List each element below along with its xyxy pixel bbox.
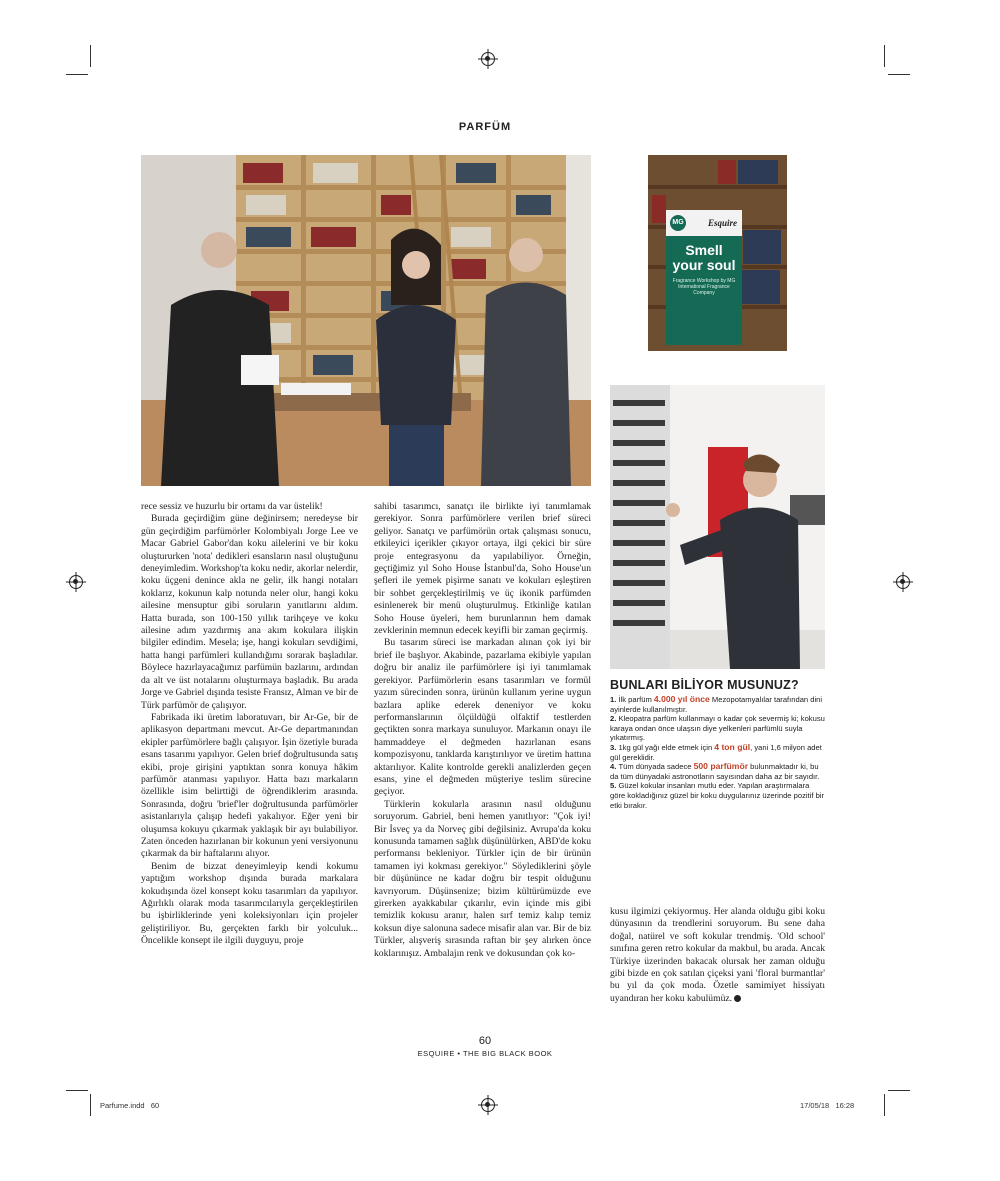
paragraph: rece sessiz ve huzurlu bir ortamı da var üstelik! (141, 501, 323, 512)
crop-mark (90, 1094, 91, 1116)
sidebar-item-text: Mezopotamyalılar tarafından dini ayinlerde kullanılmıştır. (610, 695, 823, 714)
paragraph: Fabrikada iki üretim laboratuvarı, bir Ar-Ge, bir de aplikasyon departmanı mevcut. Ar-Ge departmanından ekipler parfümörlere bağlı çalışıyor. İşin özetiyle burada esans tasarımı yapılıyor. Gelen brief doğrultusunda satış ekibi, proje girişini yaptıktan sonra konuya hâkim parfümör atanması yapılıyor. Hatta bazı markaların özellikle isim belirttiği de öğrendiklerim arasında. Sonrasında, doğru 'brief'ler doğrultusunda parfümörler asistanlarıyla çalışıp hedefi yakalıyor. Eğer yeni bir oluşumsa kokuyu çıkarmak yaklaşık bir ayı bulabiliyor. Zaten önceden hazırlanan bir kokunun yeni versiyonunu çıkarmak da bir haftalarını alıyor. (141, 711, 358, 860)
registration-mark-icon (69, 575, 83, 589)
slug-right: 17/05/18 16:28 (800, 1101, 855, 1110)
page-number: 60 (478, 1035, 492, 1047)
registration-mark-icon (481, 52, 495, 66)
book-cover-logo: MG (670, 215, 686, 231)
main-photo (141, 155, 591, 486)
paragraph (610, 906, 825, 1005)
book-cover-subtitle: Fragrance Workshop by MG International Fragrance Company (672, 278, 736, 296)
sidebar-item-text: Güzel kokular insanları mutlu eder. Yapılan araştırmalara göre kokladığınız güzel bir koku duygularınız üzerinde pozitif bir etki bırakır. (610, 781, 825, 810)
article-column-3 (610, 906, 825, 1005)
book-cover-title: Smell your soul (672, 242, 736, 273)
crop-mark (66, 1090, 88, 1091)
sidebar-item-highlight: 4.000 yıl önce (653, 694, 710, 704)
sidebar-item-number: 4. (610, 762, 619, 772)
sidebar-item-text: 1kg gül yağı elde etmek için (618, 742, 715, 752)
end-mark-icon (734, 995, 741, 1002)
sidebar-item-number: 1. (610, 695, 619, 704)
book-cover-brand: Esquire (708, 218, 738, 228)
sidebar-item-text: İlk parfüm (618, 695, 654, 704)
did-you-know-box (610, 678, 825, 810)
sidebar-item-highlight: 500 parfümör (693, 761, 749, 772)
crop-mark (888, 74, 910, 75)
sidebar-item-number: 5. (610, 781, 619, 791)
article-column-1 (141, 501, 358, 948)
sidebar-item (610, 695, 825, 714)
footer-brand: ESQUIRE • THE BIG BLACK BOOK (417, 1049, 553, 1058)
sidebar-item (610, 762, 825, 781)
sidebar-title: BUNLARI BİLİYOR MUSUNUZ? (610, 678, 799, 692)
article-column-2 (374, 501, 591, 960)
paragraph-text: kusu ilgimizi çekiyormuş. Her alanda olduğu gibi koku dünyasının da trendlerini soruyorum. Bu sene daha doğal, natürel ve soft kokular trendmiş. 'Old school' sınıfına geren retro kokular da makbul, bu arada. Ancak Türkiye üzerinden bakacak olursak her zaman olduğu gibi bizde en çok satılan çiçeksi yani 'floral burmantlar' bu yıl da çok moda. Özetle samimiyet hissiyatı uyandıran her koku kabulümüz. (610, 906, 825, 1004)
paragraph: sahibi tasarımcı, sanatçı ile birlikte iyi tanımlamak gerekiyor. Sonra parfümörlere verilen brief süreci geliyor. Sanatçı ve parfümörün ortak çalışması sonucu, etkileyici içerikler çıkıyor ortaya, ilgi çekici bir süre proje entegrasyonu da yapılabiliyor. Örneğin, geçtiğimiz yıl Soho House İstanbul'da, Soho House'un şefleri ile yemek pişirme sanatı ve kokuları eşleştiren bir sohbet gerçekleştirilmiş ve üç ikonik parfümden esinlenerek bir menü oluşturulmuş. Etkinliğe katılan Soho House üyeleri, hem burunlarının hem damak zevklerinin memnun edecek keyifli bir zaman geçirmiş. (374, 501, 591, 637)
slug-left: Parfume.indd 60 (100, 1101, 160, 1110)
crop-mark (66, 74, 88, 75)
registration-mark-icon (896, 575, 910, 589)
sidebar-item-text: , yani 1,6 milyon adet gül gereklidir. (610, 742, 822, 762)
crop-mark (884, 45, 885, 67)
paragraph: Bu tasarım süreci ise markadan alınan çok iyi bir brief ile başlıyor. Akabinde, pazarlama ekibiyle yapılan doğru bir analiz ile parfümörlere işi iyi tanımlamak gerekiyor. Parfümörlerin esans tasarımları ve formül yazım sürecinden sonra, ürünün kullanım yerine uygun bazlara aplike ederek deneniyor ve koku performanslarının ölçüldüğü olfaktif testlerden geçtikten sonra markaya sunuluyor. Markanın onayı ile hammaddeye el değmeden hazırlanan esans kompozisyonu, tanklarda karıştırılıyor ve üretim hattına aktarılıyor. Kalite kontrolde gerekli analizlerden geçen esans, yine el değmeden müşteriye teslim sürecine geçiyor. (374, 637, 591, 798)
sidebar-item-number: 2. (610, 714, 619, 724)
sidebar-item (610, 743, 825, 762)
registration-mark-icon (481, 1098, 495, 1112)
paragraph: Türklerin kokularla arasının nasıl olduğunu soruyorum. Gabriel, beni hemen yanıtlıyor: "Çok iyi! Bir İsveç ya da Norveç gibi değilsiniz. Avrupa'da koku konusunda tamamen sağlık düşünülürken, ABD'de koku performansı bekleniyor. Türkler için de bir ürünün tamamen iyi kokması gerekiyor." Söylediklerini şöyle bir düşününce ne kadar doğru bir tespit olduğunu kavrıyorum. Düşünsenize; bizim kültürümüzde eve girerken ayakkabılar çıkarılır, evin içinde mis gibi temizlik kokusu aranır, halen sırf temiz kalıp temiz koksun diye salonuna sadece misafir alan var. Bir de biz Türkler, alışveriş sırasında raftan bir şey alırken önce koklarınışız. Ambalajın renk ve dokusundan çok ko- (374, 798, 591, 959)
sidebar-item-text: Tüm dünyada sadece (618, 762, 694, 772)
portrait-illustration (610, 385, 825, 669)
crop-mark (90, 45, 91, 67)
portrait-photo (610, 385, 825, 669)
sidebar-list (610, 695, 825, 810)
sidebar-item-text: bulunmaktadır ki, bu da tüm dünyadaki astronotların sayısından daha az bir sayıdır. (610, 762, 820, 781)
book-cover-photo (648, 155, 787, 351)
paragraph: Benim de bizzat deneyimleyip kendi kokumu yaptığım workshop dışında burada markalara kokudışında özel konsept koku tasarımları da yapılıyor. Ağırlıklı olarak moda tasarımcılarıyla gerçekleştirilen bu işbirliklerinde yeni koleksiyonları için projeler geliştiriliyor. Bu, gerçekten farklı bir yolculuk... Öncelikle konsept ile ilgili duyguyu, proje (141, 860, 358, 947)
paragraph: Burada geçirdiğim güne değinirsem; neredeyse bir gün geçirdiğim parfümörler Kolombiyalı Jorge Lee ve Macar Gabriel Gabor'dan koku ailelerini ve bir koku oluştururken 'nota' dedikleri esansların nasıl oluştuğunu deneyimledim. Workshop'ta koku nedir, akorlar nelerdir, koku üçgeni denince akla ne gelir, ilk hangi notaları koklarız, kokunun kalp notunda neler olur, hangi koku ailesine mensuptur gibi soruların yanıtlarını aldım. Hatta burada, son 100-150 yıllık tarihçeye ve koku ailesine adım yazdırmış ana akım kokulara ilişkin bilgiler edindim. Mesela; işe, hangi kokuları sevdiğimi, hatta hangi parfümleri kullandığımı sorarak başladılar. Böylece hazırlayacağımız parfümün bazlarını, ardından da alt ve üst notalarını oluşturmaya başladık. Bu arada Jorge ve Gabriel dışında tesiste Fransız, Alman ve bir de Türk parfümör de çalışıyor. (141, 513, 358, 711)
sidebar-item-number: 3. (610, 742, 619, 752)
crop-mark (888, 1090, 910, 1091)
sidebar-item-text: Kleopatra parfüm kullanmayı o kadar çok severmiş ki; kokusu karaya ondan önce ulaşsın diye yelkenleri parfümlü suyla yıkatırmış. (610, 714, 825, 743)
sidebar-item (610, 781, 825, 810)
crop-mark (884, 1094, 885, 1116)
section-title: PARFÜM (458, 121, 512, 133)
sidebar-item-highlight: 4 ton gül (714, 741, 751, 752)
sidebar-item (610, 714, 825, 743)
main-photo-illustration (141, 155, 591, 486)
